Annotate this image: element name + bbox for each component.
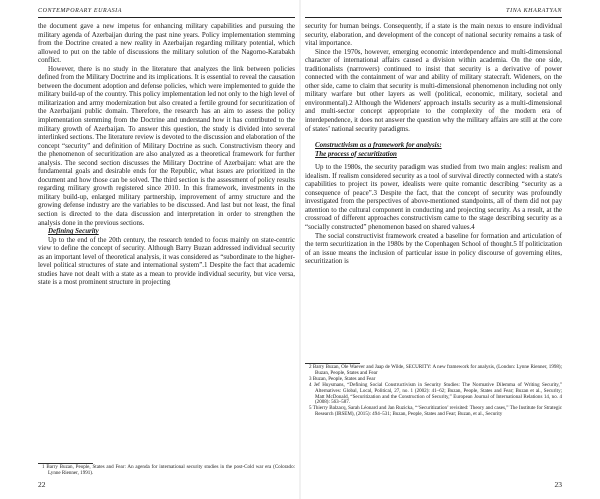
page-number-left: 22 bbox=[38, 480, 46, 489]
paragraph: security for human beings. Consequently, if a state is the main nexus to ensure individual security, elaboration, and development of the concept of national security remains a task of vital importance. bbox=[305, 22, 562, 48]
paragraph: Up to the 1980s, the security paradigm was studied from two main angles: realism and idealism. If realism considered security as a tool of survival directly connected with a state's capabilities to project its power, idealists were quite romantic describing “security as a consequence of peace”.3 Despite the fact, that the concept of security was profoundly investigated from the perspectives of above-mentioned standpoints, all of them did not pay attention to the cultural component in conducting and projecting security. As a result, at the crossroad of different approaches constructivism came to the stage describing security as a “socially constructed” phenomenon based on shared values.4 bbox=[305, 163, 562, 232]
section-heading: Defining Security bbox=[48, 227, 99, 236]
footnote: 4 Jef Huysmans, “Defining Social Constructivism in Security Studies: The Normative Dilemma of Writing Security,” Alternatives: Global, Local, Political, 27, no. 1 (2002): 41–62; Buzan, People, States and Fear; Buzan et al., Security; Matt McDonald, “Securitization and the Construction of Security,” European Journal of International Relations 14, no. 4 (2008): 563–587. bbox=[309, 381, 562, 406]
footnote: 2 Barry Buzan, Ole Waever and Jaap de Wilde, SECURITY: A new framework for analysis, (London: Lynne Rienner, 1998); Buzan, People, States and Fear bbox=[309, 364, 562, 376]
right-body-text bbox=[305, 22, 562, 266]
header-rule-left bbox=[38, 17, 295, 18]
right-page bbox=[300, 0, 600, 499]
paragraph: the document gave a new impetus for enhancing military capabilities and pursuing the military agenda of Azerbaijan during the past nine years. Policy implementation stemming from the Doctrine created a new reality in Azerbaijan regarding military potential, which allowed to put on the table of discussions the military solution of the Nagorno-Karabakh conflict. bbox=[38, 22, 295, 65]
running-head-right: TINA KHARATYAN bbox=[506, 8, 562, 14]
section-heading-line: The process of securitization bbox=[315, 149, 397, 158]
paragraph: However, there is no study in the literature that analyzes the link between policies defined from the Military Doctrine and its implications. It is essential to reveal the causation between the document adoption and defense policies, which were implemented to guide the military build-up of the country. This policy implementation led not only to the high level of militarization and army modernization but also created a fertile ground for securitization of the Azerbaijani public domain. Therefore, the research has an aim to assess the policy implementation stemming from the Doctrine and understand how it has contributed to the military growth of Azerbaijan. To answer this question, the study is divided into several interlinked sections. The literature review is devoted to the discussion and elaboration of the concept “security” and definition of Military Doctrine as such. Constructivism theory and the phenomenon of securitization are also analyzed as a theoretical framework for further analysis. The second section discusses the Military Doctrine of Azerbaijan: what are the fundamental goals and desirable ends for the Republic, what issues are prioritized in the document and how those can be solved. The third section is the assessment of policy results regarding military growth registered since 2010. In this framework, investments in the military build-up, enlarged military partnership, improvement of army structure and the growing defense industry are the variables to be discussed. And last but not least, the final section is directed to the data discussion and interpretation in order to strengthen the analysis done in the previous sections. bbox=[38, 64, 295, 227]
paragraph: Up to the end of the 20th century, the research tended to focus mainly on state-centric view to define the concept of security. Although Barry Buzan addressed individual security as an important level of theoretical analysis, it was considered as “subordinate to the higher-level political structures of state and international system”.1 Despite the fact that academic studies have not dealt with a state as a mean to provide individual security, but vice versa, state is a most prominent structure in projecting bbox=[38, 235, 295, 287]
running-head-left: CONTEMPORARY EURASIA bbox=[38, 8, 123, 14]
paragraph: The social constructivist framework created a baseline for formation and articulation of the term securitization in the 1980s by the Copenhagen School of thought.5 If politicization of an issue means the inclusion of particular issue in policy discourse of governing elites, securitization is bbox=[305, 231, 562, 266]
footnotes-right bbox=[305, 365, 562, 418]
footnotes-left bbox=[38, 465, 295, 477]
section-heading bbox=[315, 141, 562, 158]
section-heading-line: Constructivism as a framework for analysis: bbox=[315, 141, 442, 150]
paragraph: Since the 1970s, however, emerging economic interdependence and multi-dimensional character of international affairs caused a division within academia. On the one side, traditionalists (narrowers) continued to insist that security is a derivative of power connected with the containment of war and ability of military statecraft. Wideners, on the other side, came to claim that security is multi-dimensional phenomenon including not only military warfare but other layers as well (political, economic, military, societal and environmental).2 Although the Wideners' approach installs security as a multi-dimensional and multi-sector concept appropriate to the complexity of the modern era of interdependence, it does not answer the question why the military affairs are still at the core of states’ national security paradigms. bbox=[305, 47, 562, 133]
left-body-text bbox=[38, 22, 295, 287]
footnote: 3 Buzan, People, States and Fear bbox=[309, 375, 376, 382]
header-rule-right bbox=[305, 17, 562, 18]
footnote: 5 Thierry Balzacq, Sarah Léonard and Jan Ruzicka, “‘Securitization’ revisited: Theory and cases,” The Institute for Strategic Research (IRSEM), (2015): 494–531; Buzan, People, States and Fear; Buzan, et al., Security bbox=[309, 405, 562, 418]
page-number-right: 23 bbox=[554, 480, 562, 489]
footnote: 1 Barry Buzan, People, States and Fear: An agenda for international security studies in the post-Cold war era (Colorado: Lynne Rienner, 1991). bbox=[42, 464, 295, 476]
